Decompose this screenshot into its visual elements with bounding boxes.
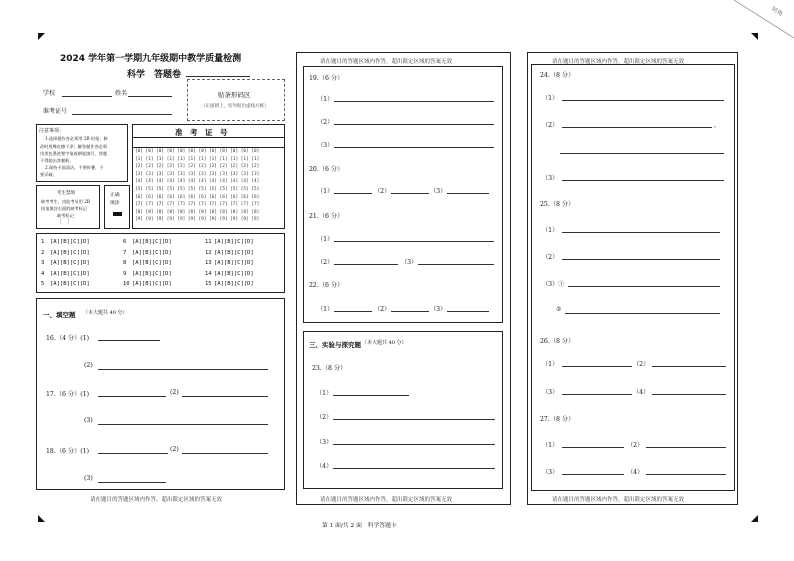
cut-corner-label: 切角 <box>770 5 784 18</box>
q23-2-answer[interactable] <box>333 419 495 420</box>
q27-4-answer[interactable] <box>646 474 726 475</box>
q20-1-label: （1） <box>317 188 334 195</box>
q17-2-label: (2) <box>170 389 179 396</box>
q24-3-label: （3） <box>542 175 559 182</box>
q25-2-label: （2） <box>542 254 559 261</box>
q25-label: 25.（8 分） <box>540 201 575 208</box>
q21-label: 21.（6 分） <box>309 213 344 220</box>
q24-3-answer[interactable] <box>562 180 724 181</box>
registration-mark-bl <box>38 515 45 522</box>
absent-line-2: 缺考考生，由监考员用 2B <box>41 199 90 204</box>
exam-no-label: 准考证号 <box>43 108 68 115</box>
q26-1-answer[interactable] <box>562 366 632 367</box>
exam-number-bubbles[interactable]: [0] [0] [0] [0] [0] [0] [0] [0] [0] [0] [0] [0] [1] [1] [1] [1] [1] [1] [1] [1] [1] [1] [1] [1] [2] [2] [2] [2] [2] [2] [2] [2] [2] [2] [2] [2] [3] [3] [3] [3] [3] [3] [3] [3] [3] [3] [3] [3] [4] [4] [4] [4] [4] [4] [4] [4] [4] [4] [4] [4] [5] [5] [5] [5] [5] [5] [5] [5] [5] [5] [5] [5] [6] [6] [6] [6] [6] [6] [6] [6] [6] [6] [6] [6] [7] [7] [7] [7] [7] [7] [7] [7] [7] [7] [7] [7] [8] [8] [8] [8] [8] [8] [8] [8] [8] [8] [8] [8] [9] [9] [9] [9] [9] [9] [9] [9] [9] [9] [9] [9] <box>135 149 260 223</box>
q16-2-answer[interactable] <box>98 369 268 370</box>
q25-3b-answer[interactable] <box>565 313 720 314</box>
q26-4-label: （4） <box>633 389 650 396</box>
q21-1-label: （1） <box>317 236 334 243</box>
mc-question-number: 8 <box>123 260 127 266</box>
q22-3-label: （3） <box>430 306 447 313</box>
mc-question-4[interactable] <box>41 271 90 277</box>
mc-options[interactable]: [A][B][C][D] <box>132 270 172 277</box>
q25-1-label: （1） <box>542 227 559 234</box>
q20-3-label: （3） <box>430 188 447 195</box>
q20-3-answer[interactable] <box>447 193 489 194</box>
q21-2-label: （2） <box>317 259 334 266</box>
q24-1-answer[interactable] <box>562 100 724 101</box>
boundary-notice-col2-top: 请在题目的答题区域内作答，超出限定区域的答案无效 <box>320 59 453 65</box>
q26-4-answer[interactable] <box>652 394 726 395</box>
section1-box <box>36 298 285 490</box>
mc-options[interactable]: [A][B][C][D] <box>50 270 90 277</box>
barcode-title: 贴条形码区 <box>218 91 251 99</box>
q27-3-label: （3） <box>542 469 559 476</box>
mc-question-number: 9 <box>123 270 127 277</box>
q22-2-answer[interactable] <box>391 311 429 312</box>
q23-4-answer[interactable] <box>333 468 495 469</box>
q17-3-answer[interactable] <box>98 424 268 425</box>
q16-1-answer[interactable] <box>98 340 160 341</box>
q25-1-answer[interactable] <box>562 232 720 233</box>
q19-2-answer[interactable] <box>334 124 494 125</box>
q24-2-label: （2） <box>542 122 559 129</box>
absent-box <box>36 185 100 229</box>
q17-label: 17.（6 分）(1) <box>46 391 90 398</box>
q27-1-answer[interactable] <box>562 447 624 448</box>
q18-label: 18.（6 分）(1) <box>46 448 90 455</box>
mc-question-6[interactable] <box>123 239 172 245</box>
q23-label: 23.（8 分） <box>312 365 347 372</box>
q23-3-label: （3） <box>316 439 333 446</box>
section3-title: 三、实验与探究题 <box>309 341 361 349</box>
q20-1-answer[interactable] <box>334 193 372 194</box>
q27-1-label: （1） <box>542 442 559 449</box>
registration-mark-tr <box>751 33 758 40</box>
q25-3a-answer[interactable] <box>568 286 720 287</box>
school-field[interactable] <box>62 96 112 97</box>
q26-3-answer[interactable] <box>562 394 632 395</box>
q19-label: 19.（6 分） <box>309 75 344 82</box>
notes-box <box>36 124 128 182</box>
notes-line-4: 不得超出答题框。 <box>40 158 74 163</box>
mc-question-number: 5 <box>41 281 45 287</box>
mc-question-number: 12 <box>205 249 212 256</box>
name-label: 姓名 <box>115 90 128 97</box>
col2-answer-box-2 <box>303 331 503 489</box>
mc-question-15[interactable] <box>205 281 254 287</box>
page-footer: 第 1 面/共 2 面 科学答题卡 <box>322 523 397 529</box>
mc-options[interactable]: [A][B][C][D] <box>214 270 254 277</box>
q20-label: 20.（6 分） <box>309 166 344 173</box>
q26-label: 26.（8 分） <box>540 338 575 345</box>
exam-no-field[interactable] <box>72 114 172 115</box>
boundary-notice-col3-bottom: 请在题目的答题区域内作答，超出限定区域的答案无效 <box>552 497 685 503</box>
q23-1-answer[interactable] <box>333 395 409 396</box>
exam-number-write-row <box>133 137 284 148</box>
mc-options[interactable]: [A][B][C][D] <box>214 249 254 256</box>
q21-1-answer[interactable] <box>334 241 494 242</box>
boundary-notice-col1-bottom: 请在题目的答题区域内作答，超出限定区域的答案无效 <box>90 497 223 503</box>
q19-3-answer[interactable] <box>334 147 494 148</box>
q27-label: 27.（8 分） <box>540 416 575 423</box>
q19-1-label: （1） <box>317 96 334 103</box>
q23-1-label: （1） <box>316 390 333 397</box>
mc-question-3[interactable] <box>41 260 90 266</box>
mc-question-number: 4 <box>41 270 45 277</box>
q26-1-label: （1） <box>542 361 559 368</box>
mc-question-9[interactable] <box>123 271 172 277</box>
section1-note: （本大题共 40 分） <box>83 310 128 316</box>
q17-3-label: (3) <box>84 417 93 424</box>
q18-1-answer[interactable] <box>98 453 168 454</box>
mc-question-number: 15 <box>205 281 212 287</box>
mc-question-number: 13 <box>205 260 212 266</box>
mc-question-number: 6 <box>123 239 127 245</box>
q25-3b-label: ② <box>556 306 562 313</box>
q24-2-comma: ， <box>714 122 721 129</box>
q22-2-label: （2） <box>374 306 391 313</box>
exam-number-grid <box>132 124 285 229</box>
q21-3-label: （3） <box>401 259 418 266</box>
q18-2-label: (2) <box>170 446 179 453</box>
q16-2-label: (2) <box>84 362 93 369</box>
mc-question-7[interactable] <box>123 250 172 256</box>
mc-options[interactable]: [A][B][C][D] <box>214 281 254 287</box>
q16-label: 16.（4 分）(1) <box>46 335 90 342</box>
absent-mark-bracket[interactable]: ［ ］ <box>57 219 73 225</box>
col2-answer-box-1 <box>303 66 503 323</box>
notes-line-1: 1.选择题作答必须用 2B 铅笔；修 <box>45 136 108 141</box>
notes-line-5: 2.保持卡面清洁，不要折叠，不 <box>45 165 104 170</box>
q26-3-label: （3） <box>542 389 559 396</box>
notes-line-2: 改时用橡皮擦干净；解答题作答必须 <box>40 144 108 149</box>
mc-question-10[interactable] <box>123 281 172 287</box>
q27-3-answer[interactable] <box>562 474 624 475</box>
mc-question-5[interactable] <box>41 281 90 287</box>
mc-options[interactable]: [A][B][C][D] <box>50 281 90 287</box>
q21-2-answer[interactable] <box>334 264 398 265</box>
boundary-notice-col2-bottom: 请在题目的答题区域内作答，超出限定区域的答案无效 <box>320 497 453 503</box>
q19-1-answer[interactable] <box>334 101 494 102</box>
mc-question-13[interactable] <box>205 260 254 266</box>
q24-1-label: （1） <box>542 95 559 102</box>
mc-question-1[interactable] <box>41 239 90 245</box>
barcode-area <box>187 79 285 121</box>
q18-3-label: (3) <box>84 475 93 482</box>
mc-options[interactable]: [A][B][C][D] <box>50 260 90 266</box>
q23-4-label: （4） <box>316 463 333 470</box>
mc-question-number: 7 <box>123 249 127 256</box>
name-field[interactable] <box>128 96 172 97</box>
fill-sample-title: 正确 <box>110 193 120 198</box>
mc-options[interactable]: [A][B][C][D] <box>132 281 172 287</box>
q22-1-answer[interactable] <box>334 311 372 312</box>
mc-question-2[interactable] <box>41 250 90 256</box>
q22-3-answer[interactable] <box>447 311 489 312</box>
school-label: 学校 <box>43 90 56 97</box>
mc-question-12[interactable] <box>205 250 254 256</box>
q20-2-answer[interactable] <box>391 193 429 194</box>
q20-2-label: （2） <box>374 188 391 195</box>
fill-sample-mark <box>113 212 122 216</box>
q21-3-answer[interactable] <box>418 264 494 265</box>
exam-title: 2024 学年第一学期九年级期中教学质量检测 <box>60 54 242 64</box>
q24-2-answer-a[interactable] <box>562 127 712 128</box>
q27-4-label: （4） <box>627 469 644 476</box>
paper-subtitle: 科学 答题卷 <box>127 70 182 80</box>
q18-2-answer[interactable] <box>182 453 268 454</box>
mc-options[interactable]: [A][B][C][D] <box>50 249 90 256</box>
q26-2-answer[interactable] <box>652 366 726 367</box>
mc-question-11[interactable] <box>205 239 254 245</box>
barcode-note: （正面朝上，切勿贴出虚线方框） <box>201 104 269 109</box>
absent-line-4: 缺考标记 <box>57 213 74 218</box>
absent-line-1: 考生禁填 <box>57 191 75 196</box>
exam-number-heading: 准 考 证 号 <box>175 128 228 137</box>
mc-question-number: 11 <box>205 239 212 245</box>
mc-options[interactable]: [A][B][C][D] <box>50 239 90 245</box>
mc-options[interactable]: [A][B][C][D] <box>132 260 172 266</box>
mc-options[interactable]: [A][B][C][D] <box>132 239 172 245</box>
mc-options[interactable]: [A][B][C][D] <box>214 260 254 266</box>
q18-3-answer[interactable] <box>98 482 166 483</box>
notes-title: 注意事项： <box>39 128 65 134</box>
registration-mark-tl <box>38 33 45 40</box>
q27-2-answer[interactable] <box>646 447 726 448</box>
mc-question-number: 3 <box>41 260 45 266</box>
section3-note: （本大题共 40 分） <box>362 340 407 346</box>
q25-3-label: （3）① <box>542 281 565 288</box>
notes-line-3: 用黑色墨迹签字笔或钢笔填写，答题 <box>40 151 108 156</box>
q23-3-answer[interactable] <box>333 444 495 445</box>
q17-1-answer[interactable] <box>98 396 166 397</box>
fill-sample-box <box>104 185 130 229</box>
mc-question-number: 14 <box>205 270 212 277</box>
absent-line-3: 铅笔填涂右面的缺考标记 <box>41 206 88 211</box>
q23-2-label: （2） <box>316 414 333 421</box>
mc-options[interactable]: [A][B][C][D] <box>214 239 254 245</box>
col3-answer-box <box>531 64 735 491</box>
cut-corner-line <box>730 0 794 40</box>
q24-2-answer-b[interactable] <box>560 153 724 154</box>
mc-question-number: 1 <box>41 239 45 245</box>
mc-question-8[interactable] <box>123 260 172 266</box>
q22-1-label: （1） <box>317 306 334 313</box>
boundary-notice-col3-top: 请在题目的答题区域内作答，超出限定区域的答案无效 <box>552 59 685 65</box>
fill-sample-sub: 填涂 <box>110 201 120 206</box>
q19-3-label: （3） <box>317 142 334 149</box>
mc-options[interactable]: [A][B][C][D] <box>132 249 172 256</box>
mc-question-number: 10 <box>123 281 130 287</box>
q22-label: 22.（6 分） <box>309 282 344 289</box>
q17-2-answer[interactable] <box>182 396 268 397</box>
q25-2-answer[interactable] <box>562 259 720 260</box>
q26-2-label: （2） <box>633 361 650 368</box>
registration-mark-br <box>751 515 758 522</box>
mc-question-number: 2 <box>41 249 45 256</box>
q19-2-label: （2） <box>317 119 334 126</box>
multiple-choice-box <box>36 233 285 293</box>
q27-2-label: （2） <box>627 442 644 449</box>
subtitle-underline <box>186 76 250 77</box>
notes-line-6: 要弄破。 <box>40 172 57 177</box>
mc-question-14[interactable] <box>205 271 254 277</box>
q24-label: 24.（8 分） <box>540 72 575 79</box>
section1-title: 一、填空题 <box>43 311 76 319</box>
